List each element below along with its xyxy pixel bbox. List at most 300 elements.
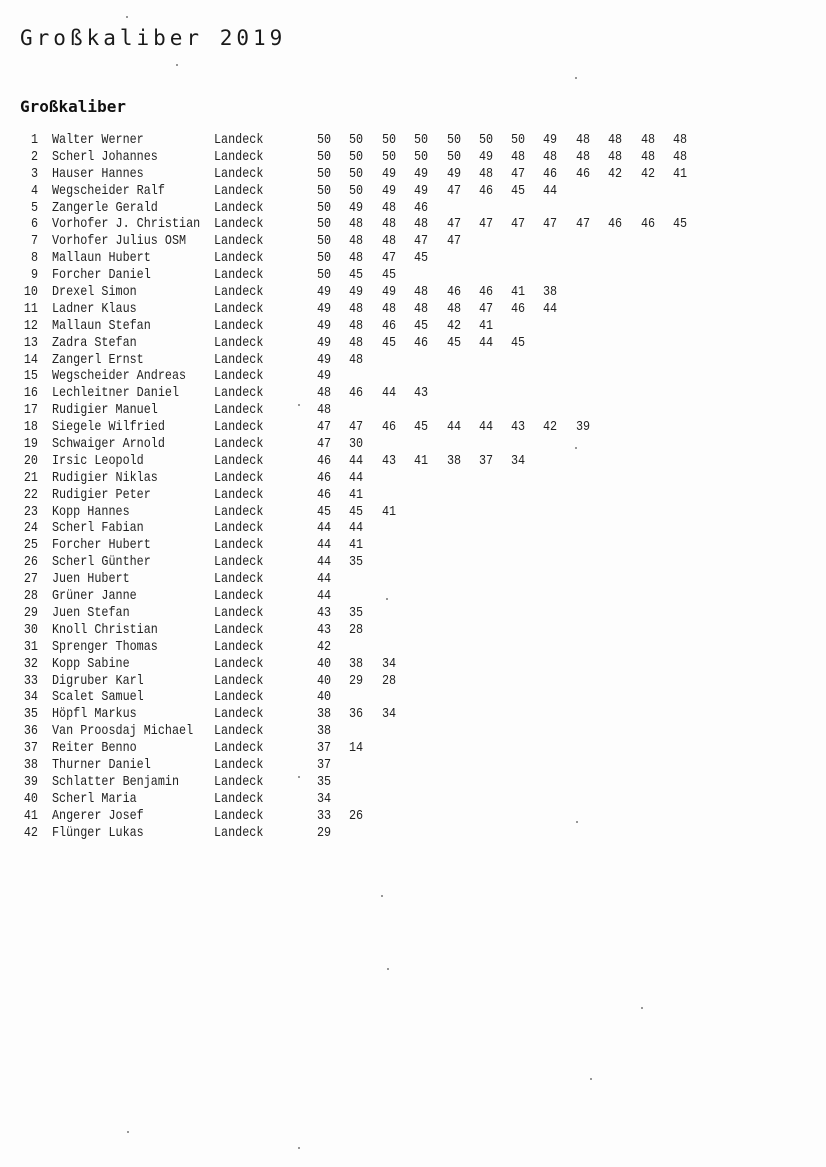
table-row bbox=[0, 740, 826, 757]
club-cell: Landeck bbox=[214, 723, 264, 740]
scan-speck bbox=[381, 895, 383, 897]
name-cell: Wegscheider Andreas bbox=[52, 368, 187, 385]
rank-cell: 18 bbox=[23, 419, 38, 436]
score-cell: 42 bbox=[316, 638, 332, 655]
score-cell: 46 bbox=[381, 419, 397, 436]
scan-speck bbox=[386, 598, 388, 600]
club-cell: Landeck bbox=[214, 436, 264, 453]
score-cell: 47 bbox=[575, 216, 591, 233]
name-cell: Kopp Sabine bbox=[52, 655, 130, 672]
score-cell: 46 bbox=[478, 284, 494, 301]
name-cell: Rudigier Peter bbox=[52, 486, 151, 503]
score-cell: 35 bbox=[348, 554, 364, 571]
table-row bbox=[0, 301, 826, 318]
table-row bbox=[0, 470, 826, 487]
scan-speck bbox=[176, 64, 178, 66]
score-cell: 50 bbox=[381, 132, 397, 148]
name-cell: Scherl Johannes bbox=[52, 148, 158, 165]
rank-cell: 35 bbox=[23, 706, 38, 723]
club-cell: Landeck bbox=[214, 334, 264, 351]
club-cell: Landeck bbox=[214, 250, 264, 267]
name-cell: Hauser Hannes bbox=[52, 165, 144, 182]
score-cell: 49 bbox=[316, 334, 332, 351]
score-cell: 48 bbox=[348, 216, 364, 233]
score-cell: 48 bbox=[510, 148, 526, 165]
rank-cell: 16 bbox=[23, 385, 38, 402]
score-cell: 47 bbox=[478, 216, 494, 233]
rank-cell: 33 bbox=[23, 672, 38, 689]
score-cell: 48 bbox=[381, 216, 397, 233]
name-cell: Schlatter Benjamin bbox=[52, 773, 180, 790]
score-cell: 48 bbox=[672, 132, 688, 148]
rank-cell: 30 bbox=[23, 621, 38, 638]
rank-cell: 8 bbox=[30, 250, 38, 267]
rank-cell: 7 bbox=[30, 233, 38, 250]
score-cell: 44 bbox=[316, 520, 332, 537]
score-cell: 41 bbox=[381, 503, 397, 520]
rank-cell: 21 bbox=[23, 469, 38, 486]
score-cell: 42 bbox=[640, 165, 656, 182]
score-cell: 46 bbox=[316, 469, 332, 486]
club-cell: Landeck bbox=[214, 537, 264, 554]
scan-speck bbox=[126, 16, 128, 18]
rank-cell: 39 bbox=[23, 773, 38, 790]
document-title: Großkaliber 2019 bbox=[20, 26, 287, 50]
club-cell: Landeck bbox=[214, 756, 264, 773]
score-cell: 47 bbox=[542, 216, 558, 233]
score-cell: 45 bbox=[381, 334, 397, 351]
score-cell: 46 bbox=[510, 300, 526, 317]
table-row bbox=[0, 318, 826, 335]
score-cell: 48 bbox=[640, 148, 656, 165]
rank-cell: 23 bbox=[23, 503, 38, 520]
score-cell: 34 bbox=[381, 706, 397, 723]
table-row bbox=[0, 419, 826, 436]
score-cell: 49 bbox=[413, 182, 429, 199]
club-cell: Landeck bbox=[214, 419, 264, 436]
rank-cell: 32 bbox=[23, 655, 38, 672]
name-cell: Flünger Lukas bbox=[52, 824, 144, 841]
rank-cell: 13 bbox=[23, 334, 38, 351]
rank-cell: 36 bbox=[23, 723, 38, 740]
club-cell: Landeck bbox=[214, 554, 264, 571]
score-cell: 44 bbox=[478, 419, 494, 436]
score-cell: 46 bbox=[316, 452, 332, 469]
score-cell: 49 bbox=[316, 300, 332, 317]
score-cell: 48 bbox=[478, 165, 494, 182]
score-cell: 45 bbox=[348, 267, 364, 284]
table-row bbox=[0, 791, 826, 808]
club-cell: Landeck bbox=[214, 486, 264, 503]
score-cell: 47 bbox=[446, 182, 462, 199]
scan-speck bbox=[298, 1147, 300, 1149]
score-cell: 48 bbox=[672, 148, 688, 165]
score-cell: 48 bbox=[413, 216, 429, 233]
score-cell: 50 bbox=[316, 199, 332, 216]
scan-speck bbox=[298, 404, 300, 406]
table-row bbox=[0, 723, 826, 740]
rank-cell: 34 bbox=[23, 689, 38, 706]
score-cell: 48 bbox=[316, 402, 332, 419]
name-cell: Van Proosdaj Michael bbox=[52, 723, 194, 740]
score-cell: 41 bbox=[478, 317, 494, 334]
rank-cell: 1 bbox=[30, 132, 38, 148]
score-cell: 49 bbox=[316, 368, 332, 385]
score-cell: 45 bbox=[510, 334, 526, 351]
table-row bbox=[0, 689, 826, 706]
score-cell: 34 bbox=[510, 452, 526, 469]
rank-cell: 26 bbox=[23, 554, 38, 571]
score-cell: 26 bbox=[348, 807, 364, 824]
score-cell: 45 bbox=[413, 317, 429, 334]
name-cell: Angerer Josef bbox=[52, 807, 144, 824]
name-cell: Zangerle Gerald bbox=[52, 199, 158, 216]
table-row bbox=[0, 825, 826, 842]
score-cell: 50 bbox=[316, 216, 332, 233]
score-cell: 46 bbox=[640, 216, 656, 233]
score-cell: 38 bbox=[348, 655, 364, 672]
score-cell: 14 bbox=[348, 740, 364, 757]
name-cell: Thurner Daniel bbox=[52, 756, 151, 773]
score-cell: 44 bbox=[316, 554, 332, 571]
name-cell: Siegele Wilfried bbox=[52, 419, 165, 436]
score-cell: 40 bbox=[316, 655, 332, 672]
score-cell: 47 bbox=[348, 419, 364, 436]
table-row bbox=[0, 216, 826, 233]
table-row bbox=[0, 335, 826, 352]
table-row bbox=[0, 554, 826, 571]
score-cell: 28 bbox=[348, 621, 364, 638]
club-cell: Landeck bbox=[214, 621, 264, 638]
score-cell: 48 bbox=[348, 250, 364, 267]
table-row bbox=[0, 571, 826, 588]
club-cell: Landeck bbox=[214, 182, 264, 199]
rank-cell: 9 bbox=[30, 267, 38, 284]
score-cell: 47 bbox=[381, 250, 397, 267]
name-cell: Ladner Klaus bbox=[52, 300, 137, 317]
score-cell: 50 bbox=[446, 148, 462, 165]
score-cell: 46 bbox=[413, 199, 429, 216]
name-cell: Rudigier Manuel bbox=[52, 402, 158, 419]
score-cell: 50 bbox=[446, 132, 462, 148]
rank-cell: 6 bbox=[30, 216, 38, 233]
score-cell: 47 bbox=[446, 233, 462, 250]
club-cell: Landeck bbox=[214, 368, 264, 385]
club-cell: Landeck bbox=[214, 452, 264, 469]
score-cell: 50 bbox=[381, 148, 397, 165]
scan-speck bbox=[576, 821, 578, 823]
scan-speck bbox=[298, 776, 300, 778]
rank-cell: 25 bbox=[23, 537, 38, 554]
score-cell: 48 bbox=[381, 199, 397, 216]
table-row bbox=[0, 520, 826, 537]
score-cell: 38 bbox=[316, 706, 332, 723]
score-cell: 43 bbox=[316, 621, 332, 638]
score-cell: 44 bbox=[381, 385, 397, 402]
score-cell: 48 bbox=[348, 334, 364, 351]
name-cell: Mallaun Hubert bbox=[52, 250, 151, 267]
score-cell: 46 bbox=[607, 216, 623, 233]
name-cell: Scherl Günther bbox=[52, 554, 151, 571]
rank-cell: 28 bbox=[23, 588, 38, 605]
club-cell: Landeck bbox=[214, 773, 264, 790]
table-row bbox=[0, 352, 826, 369]
name-cell: Lechleitner Daniel bbox=[52, 385, 180, 402]
name-cell: Walter Werner bbox=[52, 132, 144, 148]
score-cell: 49 bbox=[348, 284, 364, 301]
rank-cell: 20 bbox=[23, 452, 38, 469]
club-cell: Landeck bbox=[214, 284, 264, 301]
score-cell: 47 bbox=[446, 216, 462, 233]
score-cell: 48 bbox=[446, 300, 462, 317]
score-cell: 46 bbox=[316, 486, 332, 503]
name-cell: Kopp Hannes bbox=[52, 503, 130, 520]
score-cell: 49 bbox=[316, 351, 332, 368]
table-row bbox=[0, 132, 826, 149]
score-cell: 50 bbox=[316, 250, 332, 267]
scan-speck bbox=[575, 447, 577, 449]
name-cell: Schwaiger Arnold bbox=[52, 436, 165, 453]
table-row bbox=[0, 200, 826, 217]
score-cell: 41 bbox=[672, 165, 688, 182]
rank-cell: 31 bbox=[23, 638, 38, 655]
score-cell: 48 bbox=[607, 148, 623, 165]
score-cell: 49 bbox=[348, 199, 364, 216]
club-cell: Landeck bbox=[214, 267, 264, 284]
club-cell: Landeck bbox=[214, 503, 264, 520]
score-cell: 34 bbox=[381, 655, 397, 672]
table-row bbox=[0, 757, 826, 774]
table-row bbox=[0, 250, 826, 267]
rank-cell: 4 bbox=[30, 182, 38, 199]
name-cell: Irsic Leopold bbox=[52, 452, 144, 469]
score-cell: 29 bbox=[316, 824, 332, 841]
rank-cell: 24 bbox=[23, 520, 38, 537]
score-cell: 48 bbox=[607, 132, 623, 148]
table-row bbox=[0, 267, 826, 284]
rank-cell: 3 bbox=[30, 165, 38, 182]
club-cell: Landeck bbox=[214, 520, 264, 537]
score-cell: 46 bbox=[381, 317, 397, 334]
score-cell: 48 bbox=[316, 385, 332, 402]
score-cell: 50 bbox=[413, 148, 429, 165]
rank-cell: 41 bbox=[23, 807, 38, 824]
club-cell: Landeck bbox=[214, 672, 264, 689]
scan-speck bbox=[575, 77, 577, 79]
rank-cell: 5 bbox=[30, 199, 38, 216]
score-cell: 50 bbox=[478, 132, 494, 148]
score-cell: 48 bbox=[381, 233, 397, 250]
rank-cell: 37 bbox=[23, 740, 38, 757]
club-cell: Landeck bbox=[214, 740, 264, 757]
score-cell: 46 bbox=[478, 182, 494, 199]
score-cell: 45 bbox=[348, 503, 364, 520]
score-cell: 48 bbox=[413, 284, 429, 301]
score-cell: 46 bbox=[542, 165, 558, 182]
score-cell: 43 bbox=[510, 419, 526, 436]
club-cell: Landeck bbox=[214, 807, 264, 824]
name-cell: Zangerl Ernst bbox=[52, 351, 144, 368]
score-cell: 44 bbox=[316, 537, 332, 554]
table-row bbox=[0, 639, 826, 656]
club-cell: Landeck bbox=[214, 706, 264, 723]
name-cell: Vorhofer J. Christian bbox=[52, 216, 201, 233]
score-cell: 50 bbox=[348, 132, 364, 148]
rank-cell: 2 bbox=[30, 148, 38, 165]
score-cell: 48 bbox=[640, 132, 656, 148]
table-row bbox=[0, 149, 826, 166]
score-cell: 42 bbox=[446, 317, 462, 334]
name-cell: Zadra Stefan bbox=[52, 334, 137, 351]
score-cell: 47 bbox=[510, 216, 526, 233]
score-cell: 48 bbox=[348, 300, 364, 317]
table-row bbox=[0, 706, 826, 723]
table-row bbox=[0, 774, 826, 791]
table-row bbox=[0, 284, 826, 301]
rank-cell: 10 bbox=[23, 284, 38, 301]
score-cell: 41 bbox=[413, 452, 429, 469]
score-cell: 50 bbox=[316, 233, 332, 250]
club-cell: Landeck bbox=[214, 588, 264, 605]
score-cell: 50 bbox=[316, 267, 332, 284]
score-cell: 46 bbox=[413, 334, 429, 351]
rank-cell: 38 bbox=[23, 756, 38, 773]
score-cell: 36 bbox=[348, 706, 364, 723]
rank-cell: 17 bbox=[23, 402, 38, 419]
table-row bbox=[0, 183, 826, 200]
score-cell: 49 bbox=[381, 284, 397, 301]
score-cell: 30 bbox=[348, 436, 364, 453]
name-cell: Digruber Karl bbox=[52, 672, 144, 689]
score-cell: 44 bbox=[542, 182, 558, 199]
table-row bbox=[0, 402, 826, 419]
score-cell: 49 bbox=[381, 182, 397, 199]
club-cell: Landeck bbox=[214, 571, 264, 588]
club-cell: Landeck bbox=[214, 604, 264, 621]
score-cell: 48 bbox=[542, 148, 558, 165]
scan-speck bbox=[590, 1078, 592, 1080]
table-row bbox=[0, 233, 826, 250]
name-cell: Scherl Fabian bbox=[52, 520, 144, 537]
club-cell: Landeck bbox=[214, 199, 264, 216]
rank-cell: 40 bbox=[23, 790, 38, 807]
score-cell: 38 bbox=[542, 284, 558, 301]
club-cell: Landeck bbox=[214, 655, 264, 672]
score-cell: 50 bbox=[413, 132, 429, 148]
table-row bbox=[0, 504, 826, 521]
club-cell: Landeck bbox=[214, 689, 264, 706]
score-cell: 42 bbox=[607, 165, 623, 182]
score-cell: 29 bbox=[348, 672, 364, 689]
score-cell: 44 bbox=[316, 588, 332, 605]
score-cell: 37 bbox=[316, 740, 332, 757]
score-cell: 48 bbox=[348, 317, 364, 334]
scan-speck bbox=[387, 968, 389, 970]
name-cell: Forcher Hubert bbox=[52, 537, 151, 554]
score-cell: 34 bbox=[316, 790, 332, 807]
score-cell: 50 bbox=[348, 182, 364, 199]
name-cell: Drexel Simon bbox=[52, 284, 137, 301]
results-table bbox=[0, 132, 826, 841]
table-row bbox=[0, 368, 826, 385]
rank-cell: 14 bbox=[23, 351, 38, 368]
rank-cell: 22 bbox=[23, 486, 38, 503]
club-cell: Landeck bbox=[214, 790, 264, 807]
score-cell: 47 bbox=[478, 300, 494, 317]
score-cell: 49 bbox=[381, 165, 397, 182]
score-cell: 43 bbox=[381, 452, 397, 469]
score-cell: 42 bbox=[542, 419, 558, 436]
name-cell: Mallaun Stefan bbox=[52, 317, 151, 334]
table-row bbox=[0, 605, 826, 622]
score-cell: 45 bbox=[316, 503, 332, 520]
score-cell: 50 bbox=[316, 182, 332, 199]
club-cell: Landeck bbox=[214, 385, 264, 402]
score-cell: 50 bbox=[316, 132, 332, 148]
rank-cell: 27 bbox=[23, 571, 38, 588]
score-cell: 37 bbox=[478, 452, 494, 469]
score-cell: 39 bbox=[575, 419, 591, 436]
name-cell: Grüner Janne bbox=[52, 588, 137, 605]
score-cell: 41 bbox=[348, 486, 364, 503]
score-cell: 44 bbox=[542, 300, 558, 317]
score-cell: 50 bbox=[348, 148, 364, 165]
score-cell: 41 bbox=[510, 284, 526, 301]
table-row bbox=[0, 656, 826, 673]
scan-speck bbox=[127, 1131, 129, 1133]
name-cell: Forcher Daniel bbox=[52, 267, 151, 284]
table-row bbox=[0, 673, 826, 690]
club-cell: Landeck bbox=[214, 216, 264, 233]
score-cell: 48 bbox=[575, 148, 591, 165]
score-cell: 46 bbox=[446, 284, 462, 301]
score-cell: 40 bbox=[316, 689, 332, 706]
club-cell: Landeck bbox=[214, 469, 264, 486]
name-cell: Vorhofer Julius OSM bbox=[52, 233, 187, 250]
score-cell: 50 bbox=[510, 132, 526, 148]
score-cell: 47 bbox=[316, 436, 332, 453]
score-cell: 49 bbox=[413, 165, 429, 182]
score-cell: 43 bbox=[413, 385, 429, 402]
score-cell: 45 bbox=[510, 182, 526, 199]
score-cell: 49 bbox=[478, 148, 494, 165]
score-cell: 44 bbox=[348, 469, 364, 486]
score-cell: 40 bbox=[316, 672, 332, 689]
club-cell: Landeck bbox=[214, 402, 264, 419]
score-cell: 45 bbox=[413, 250, 429, 267]
score-cell: 44 bbox=[348, 520, 364, 537]
name-cell: Höpfl Markus bbox=[52, 706, 137, 723]
score-cell: 48 bbox=[348, 351, 364, 368]
score-cell: 49 bbox=[316, 284, 332, 301]
rank-cell: 42 bbox=[23, 824, 38, 841]
scan-speck bbox=[641, 1007, 643, 1009]
table-row bbox=[0, 588, 826, 605]
score-cell: 47 bbox=[413, 233, 429, 250]
score-cell: 44 bbox=[446, 419, 462, 436]
name-cell: Juen Stefan bbox=[52, 604, 130, 621]
club-cell: Landeck bbox=[214, 132, 264, 148]
score-cell: 44 bbox=[348, 452, 364, 469]
score-cell: 33 bbox=[316, 807, 332, 824]
score-cell: 37 bbox=[316, 756, 332, 773]
table-row bbox=[0, 385, 826, 402]
rank-cell: 15 bbox=[23, 368, 38, 385]
score-cell: 41 bbox=[348, 537, 364, 554]
name-cell: Sprenger Thomas bbox=[52, 638, 158, 655]
club-cell: Landeck bbox=[214, 300, 264, 317]
club-cell: Landeck bbox=[214, 824, 264, 841]
